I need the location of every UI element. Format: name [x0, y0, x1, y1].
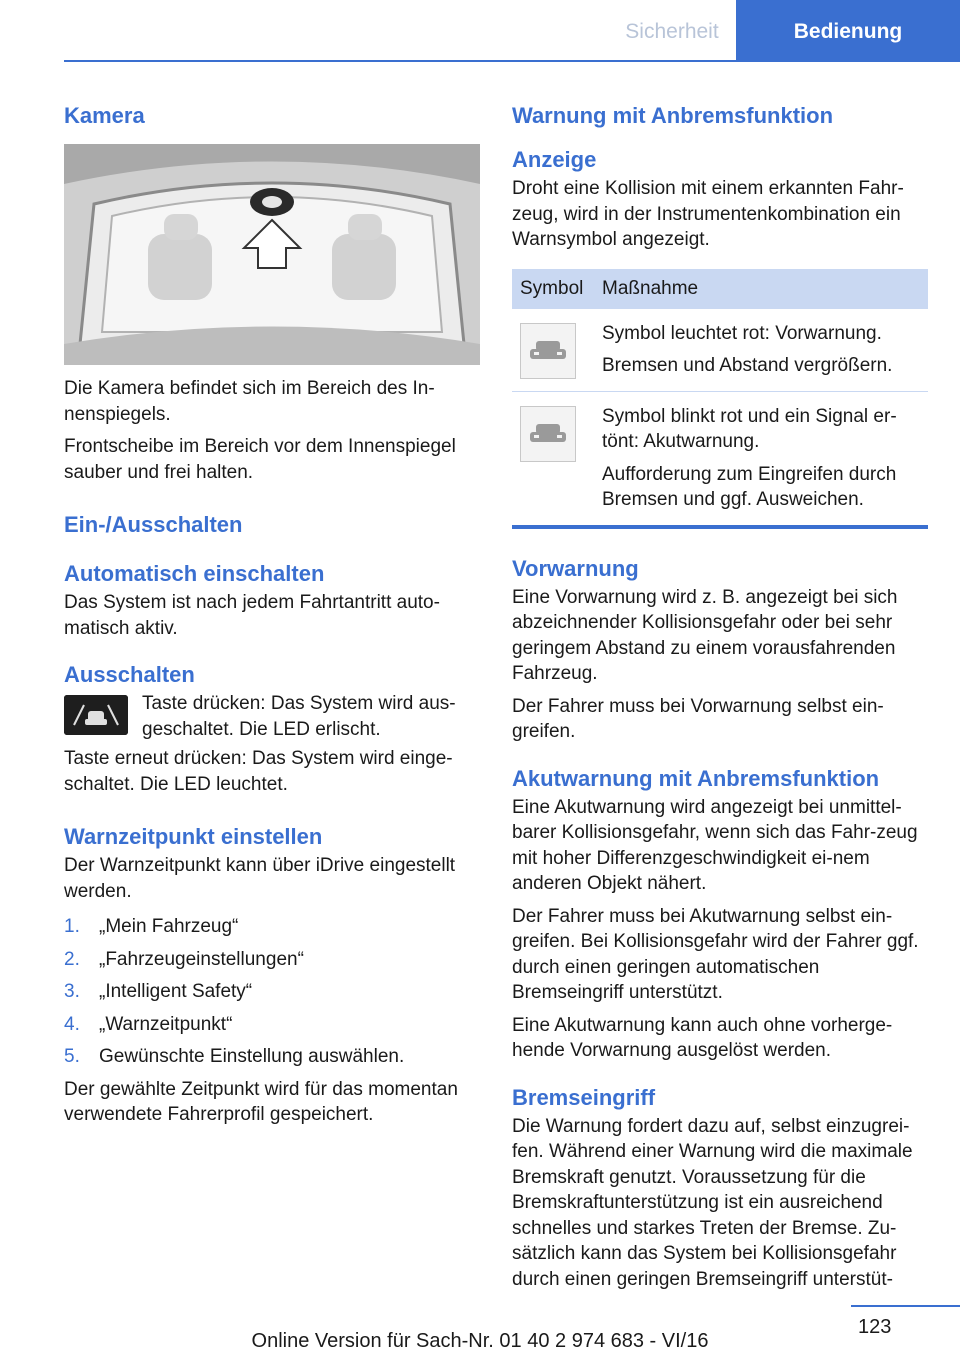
left-column [64, 96, 480, 1128]
warnzeitpunkt-paragraph: Der Warnzeitpunkt kann über iDrive eingestellt werden. [64, 855, 456, 902]
vorwarnung-paragraph-2: Der Fahrer muss bei Vorwarnung selbst ein-greifen. [512, 695, 884, 742]
auto-paragraph: Das System ist nach jedem Fahrtantritt auto-matisch aktiv. [64, 592, 440, 639]
row-1-line-2: Bremsen und Abstand vergrößern. [602, 355, 893, 376]
footer-text: Online Version für Sach-Nr. 01 40 2 974 683 - VI/16 [251, 1330, 709, 1352]
row-2-line-2: Aufforderung zum Eingreifen durch Bremsen und ggf. Ausweichen. [602, 463, 897, 510]
anzeige-paragraph: Droht eine Kollision mit einem erkannten Fahr-zeug, wird in der Instrumentenkombination ein Warnsymbol angezeigt. [512, 178, 904, 250]
rear-window-camera-image [64, 144, 480, 365]
subsection-title-anzeige: Anzeige [512, 147, 597, 172]
list-item: 2. „Fahrzeugeinstellungen“ [64, 948, 304, 970]
subsection-title-warnzeitpunkt: Warnzeitpunkt einstellen [64, 824, 323, 849]
subsection-title-akutwarnung: Akutwarnung mit Anbremsfunktion [512, 765, 880, 791]
akutwarnung-paragraph-3: Eine Akutwarnung kann auch ohne vorherge-hende Vorwarnung ausgelöst werden. [512, 1014, 893, 1061]
tab-sicherheit[interactable]: Sicherheit [625, 20, 719, 43]
row-2-line-1: Symbol blinkt rot und ein Signal er-tönt: Akutwarnung. [602, 405, 897, 452]
section-title-warnung: Warnung mit Anbremsfunktion [512, 103, 834, 128]
column-header-massnahme: Maßnahme [602, 277, 699, 299]
vorwarnung-paragraph-1: Eine Vorwarnung wird z. B. angezeigt bei sich abzeichnender Kollisionsgefahr oder bei sehr geringem Abstand zu einem vorausfahrenden Fahrzeug. [512, 586, 898, 684]
column-header-symbol: Symbol [520, 277, 584, 299]
ausschalten-paragraph-1: Taste drücken: Das System wird aus-geschaltet. Die LED erlischt. [142, 693, 456, 740]
page-number: 123 [858, 1316, 892, 1338]
subsection-title-automatisch: Automatisch einschalten [64, 561, 325, 586]
section-title-ein-ausschalten: Ein-/Ausschalten [64, 512, 243, 537]
camera-illustration [64, 144, 480, 365]
footer-divider [851, 1305, 960, 1307]
list-item: 1. „Mein Fahrzeug“ [64, 916, 239, 937]
right-column [512, 96, 928, 1292]
collision-warning-button-icon [64, 695, 128, 735]
akutwarnung-paragraph-2: Der Fahrer muss bei Akutwarnung selbst ein-greifen. Bei Kollisionsgefahr wird der Fahrer ggf. durch einen geringen automatischen Bremseingriff unterstützt. [512, 905, 919, 1003]
header-tabs [608, 0, 960, 62]
akutwarnung-paragraph-1: Eine Akutwarnung wird angezeigt bei unmittel-barer Kollisionsgefahr, wenn sich das Fahr-zeug mit hoher Differenzgeschwindigkeit ei-nem anderen Objekt nähert. [512, 796, 918, 894]
kamera-paragraph-1: Die Kamera befindet sich im Bereich des In-nenspiegels. [64, 378, 435, 425]
car-warning-icon [520, 406, 576, 462]
header-divider [64, 60, 960, 62]
bremseingriff-paragraph: Die Warnung fordert dazu auf, selbst einzugrei-fen. Während einer Warnung wird die maximale Bremskraft genutzt. Voraussetzung für die Bremskraftunterstützung ist ein ausreichend schnelles und starkes Treten der Bremse. Zu-sätzlich kann das System bei Kollisionsgefahr durch einen geringen Bremseingriff unterstüt- [512, 1115, 913, 1290]
list-item: 5. Gewünschte Einstellung auswählen. [64, 1046, 405, 1067]
ausschalten-paragraph-2: Taste erneut drücken: Das System wird einge-schaltet. Die LED leuchtet. [64, 748, 453, 795]
tab-bedienung[interactable]: Bedienung [736, 0, 960, 62]
subsection-title-ausschalten: Ausschalten [64, 662, 195, 687]
list-item: 4. „Warnzeitpunkt“ [64, 1013, 233, 1035]
subsection-title-bremseingriff: Bremseingriff [512, 1084, 656, 1110]
table-row [512, 309, 928, 392]
section-title-kamera: Kamera [64, 103, 145, 128]
steps-list [64, 914, 480, 1070]
list-item: 3. „Intelligent Safety“ [64, 981, 253, 1002]
kamera-paragraph-2: Frontscheibe im Bereich vor dem Innenspiegel sauber und frei halten. [64, 436, 456, 483]
symbol-table [512, 269, 928, 529]
table-row [512, 392, 928, 525]
ausschalten-key-row [64, 691, 480, 742]
car-warning-icon [520, 323, 576, 379]
row-1-line-1: Symbol leuchtet rot: Vorwarnung. [602, 322, 882, 344]
subsection-title-vorwarnung: Vorwarnung [512, 555, 639, 581]
final-paragraph: Der gewählte Zeitpunkt wird für das momentan verwendete Fahrerprofil gespeichert. [64, 1078, 458, 1125]
table-header [512, 269, 928, 309]
